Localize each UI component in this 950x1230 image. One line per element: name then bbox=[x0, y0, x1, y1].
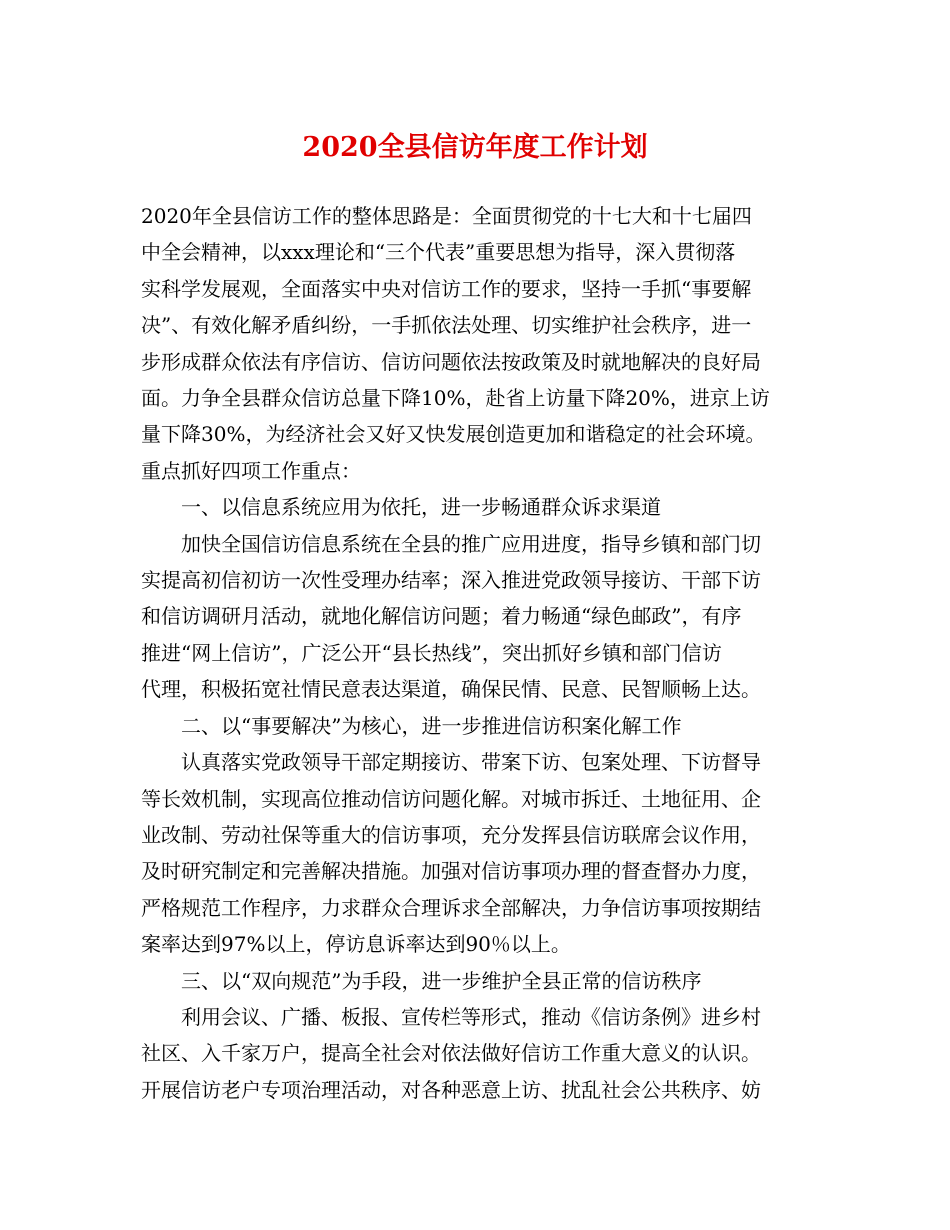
text-line: 代理，积极拓宽社情民意表达渠道，确保民情、民意、民智顺畅上达。 bbox=[141, 677, 761, 702]
text-line: 实提高初信初访一次性受理办结率；深入推进党政领导接访、干部下访 bbox=[141, 568, 761, 593]
text-line: 一、以信息系统应用为依托，进一步畅通群众诉求渠道 bbox=[181, 495, 661, 520]
text-line: 及时研究制定和完善解决措施。加强对信访事项办理的督查督办力度， bbox=[141, 859, 761, 884]
text-line: 认真落实党政领导干部定期接访、带案下访、包案处理、下访督导 bbox=[181, 750, 761, 775]
text-line: 利用会议、广播、板报、宣传栏等形式，推动《信访条例》进乡村 bbox=[181, 1004, 761, 1029]
text-line: 步形成群众依法有序信访、信访问题依法按政策及时就地解决的良好局 bbox=[141, 349, 761, 374]
text-line: 量下降30%，为经济社会又好又快发展创造更加和谐稳定的社会环境。 bbox=[141, 422, 766, 447]
text-line: 面。力争全县群众信访总量下降10%，赴省上访量下降20%，进京上访 bbox=[141, 386, 770, 411]
text-line: 社区、入千家万户，提高全社会对依法做好信访工作重大意义的认识。 bbox=[141, 1041, 761, 1066]
text-line: 2020年全县信访工作的整体思路是：全面贯彻党的十七大和十七届四 bbox=[141, 204, 752, 228]
text-line: 严格规范工作程序，力求群众合理诉求全部解决，力争信访事项按期结 bbox=[141, 895, 761, 920]
text-line: 三、以“双向规范”为手段，进一步维护全县正常的信访秩序 bbox=[181, 968, 702, 993]
text-line: 加快全国信访信息系统在全县的推广应用进度，指导乡镇和部门切 bbox=[181, 531, 761, 556]
text-line: 决”、有效化解矛盾纠纷，一手抓依法处理、切实维护社会秩序，进一 bbox=[141, 313, 752, 338]
document-body bbox=[141, 198, 813, 1108]
text-line: 二、以“事要解决”为核心，进一步推进信访积案化解工作 bbox=[181, 713, 682, 738]
text-line: 案率达到97%以上，停访息诉率达到90％以上。 bbox=[141, 932, 571, 957]
text-line: 开展信访老户专项治理活动，对各种恶意上访、扰乱社会公共秩序、妨 bbox=[141, 1077, 761, 1102]
text-line: 重点抓好四项工作重点： bbox=[141, 458, 361, 483]
text-line: 等长效机制，实现高位推动信访问题化解。对城市拆迁、土地征用、企 bbox=[141, 786, 761, 811]
text-line: 和信访调研月活动，就地化解信访问题；着力畅通“绿色邮政”，有序 bbox=[141, 604, 742, 629]
text-line: 推进“网上信访”，广泛公开“县长热线”，突出抓好乡镇和部门信访 bbox=[141, 640, 722, 665]
text-line: 业改制、劳动社保等重大的信访事项，充分发挥县信访联席会议作用， bbox=[141, 822, 761, 847]
text-line: 实科学发展观，全面落实中央对信访工作的要求，坚持一手抓“事要解 bbox=[141, 276, 752, 301]
text-line: 中全会精神，以xxx理论和“三个代表”重要思想为指导，深入贯彻落 bbox=[141, 240, 736, 265]
document-title: 2020全县信访年度工作计划 bbox=[302, 132, 648, 163]
